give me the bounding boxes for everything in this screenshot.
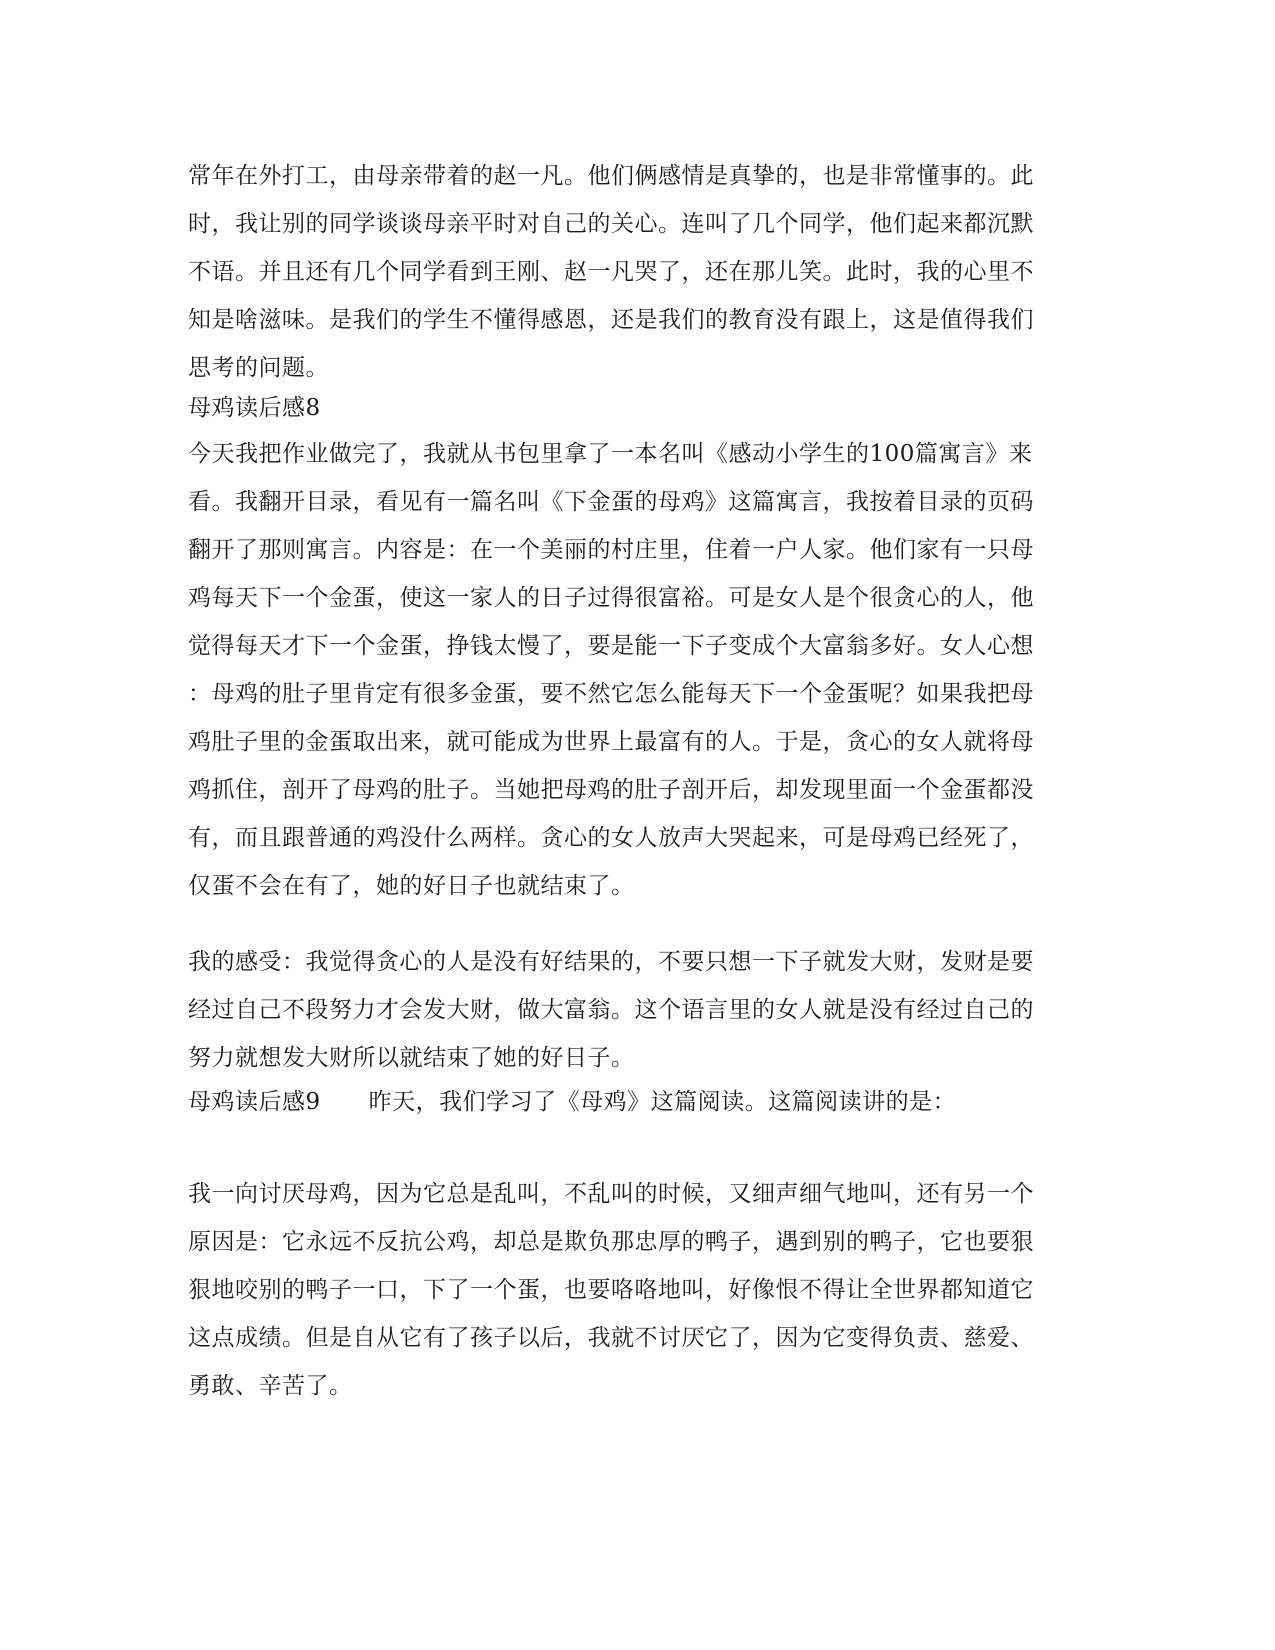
heading-text: 母鸡读后感8	[188, 395, 321, 421]
text-line: 鸡每天下一个金蛋，使这一家人的日子过得很富裕。可是女人是个很贪心的人，他	[188, 585, 1034, 611]
text-line: 鸡抓住，剖开了母鸡的肚子。当她把母鸡的肚子剖开后，却发现里面一个金蛋都没	[188, 777, 1034, 803]
text-line: 鸡肚子里的金蛋取出来，就可能成为世界上最富有的人。于是，贪心的女人就将母	[188, 729, 1034, 755]
heading-inline-text: 昨天，我们学习了《母鸡》这篇阅读。这篇阅读讲的是：	[368, 1089, 957, 1115]
text-line: 看。我翻开目录，看见有一篇名叫《下金蛋的母鸡》这篇寓言，我按着目录的页码	[188, 489, 1034, 515]
paragraph-feeling	[188, 938, 1088, 1082]
section-heading-9	[188, 1078, 1088, 1126]
paragraph-story	[188, 430, 1088, 910]
heading-text: 母鸡读后感9	[188, 1089, 321, 1115]
heading-line	[188, 1078, 1088, 1126]
text-line: 觉得每天才下一个金蛋，挣钱太慢了，要是能一下子变成个大富翁多好。女人心想	[188, 633, 1034, 659]
text-line: 仅蛋不会在有了，她的好日子也就结束了。	[188, 873, 635, 899]
text-line: 有，而且跟普通的鸡没什么两样。贪心的女人放声大哭起来，可是母鸡已经死了，	[188, 825, 1034, 851]
text-line: 我一向讨厌母鸡，因为它总是乱叫，不乱叫的时候，又细声细气地叫，还有另一个	[188, 1181, 1034, 1207]
text-line: 时，我让别的同学谈谈母亲平时对自己的关心。连叫了几个同学，他们起来都沉默	[188, 211, 1034, 237]
text-line: 经过自己不段努力才会发大财，做大富翁。这个语言里的女人就是没有经过自己的	[188, 997, 1034, 1023]
section-heading-8	[188, 384, 1088, 432]
text-line: 勇敢、辛苦了。	[188, 1373, 353, 1399]
text-line: 今天我把作业做完了，我就从书包里拿了一本名叫《感动小学生的100篇寓言》来	[188, 441, 1033, 467]
text-line: 原因是：它永远不反抗公鸡，却总是欺负那忠厚的鸭子，遇到别的鸭子，它也要狠	[188, 1229, 1034, 1255]
text-line: 努力就想发大财所以就结束了她的好日子。	[188, 1045, 635, 1071]
text-line: 这点成绩。但是自从它有了孩子以后，我就不讨厌它了，因为它变得负责、慈爱、	[188, 1325, 1034, 1351]
text-line: 知是啥滋味。是我们的学生不懂得感恩，还是我们的教育没有跟上，这是值得我们	[188, 307, 1034, 333]
paragraph-hen	[188, 1170, 1088, 1410]
text-line: 狠地咬别的鸭子一口，下了一个蛋，也要咯咯地叫，好像恨不得让全世界都知道它	[188, 1277, 1034, 1303]
text-line: 不语。并且还有几个同学看到王刚、赵一凡哭了，还在那儿笑。此时，我的心里不	[188, 259, 1034, 285]
text-line: 我的感受：我觉得贪心的人是没有好结果的，不要只想一下子就发大财，发财是要	[188, 949, 1034, 975]
text-line: 思考的问题。	[188, 355, 329, 381]
paragraph-intro	[188, 152, 1088, 392]
text-line: ：母鸡的肚子里肯定有很多金蛋，要不然它怎么能每天下一个金蛋呢？如果我把母	[188, 681, 1034, 707]
text-line: 常年在外打工，由母亲带着的赵一凡。他们俩感情是真挚的，也是非常懂事的。此	[188, 163, 1034, 189]
text-line: 翻开了那则寓言。内容是：在一个美丽的村庄里，住着一户人家。他们家有一只母	[188, 537, 1034, 563]
